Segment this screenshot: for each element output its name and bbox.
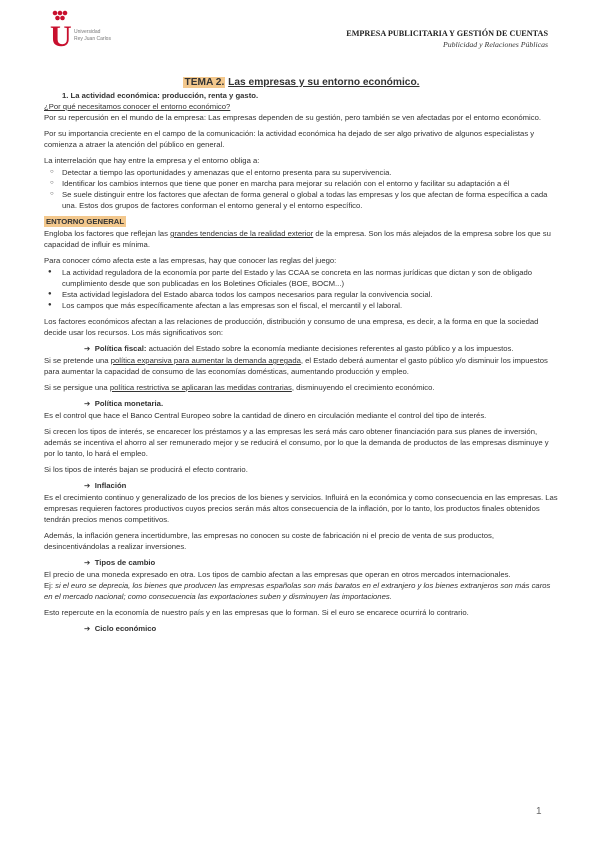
paragraph: Si se pretende una política expansiva para aumentar la demanda agregada, el Estado deberá aumentar el gasto público y/o disminuir los impuestos para aumentar la capacidad de consumo de las economías domésticas, aumentando producción y empleo.	[44, 356, 548, 376]
arrow-right-icon: ➔	[84, 399, 91, 408]
underlined-text: grandes tendencias de la realidad exterior	[170, 229, 314, 238]
arrow-right-icon: ➔	[84, 344, 91, 353]
list-item: ● Los campos que más específicamente afectan a las empresas son el fiscal, el mercantil y el laboral.	[44, 300, 559, 311]
logo-u-glyph: U	[50, 20, 72, 53]
course-title: EMPRESA PUBLICITARIA Y GESTIÓN DE CUENTAS	[346, 29, 548, 38]
document-body	[44, 76, 559, 635]
list-item: ● Esta actividad legisladora del Estado abarca todos los campos necesarios para regular la convivencia social.	[44, 289, 559, 300]
bullet-list	[44, 267, 559, 311]
paragraph: Ej: si el euro se deprecia, los bienes que producen las empresas españolas son más baratos en el extranjero y los bienes extranjeros son más caros en el mercado nacional; como consecuencia las exportaciones suben y disminuyen las importaciones.	[44, 581, 551, 601]
tema-title: Las empresas y su entorno económico.	[228, 77, 420, 88]
list-item: ○ Identificar los cambios internos que tiene que poner en marcha para mejorar su relación con el entorno y facilitar su adaptación a él	[44, 178, 559, 189]
paragraph: Si se persigue una política restrictiva se aplicaran las medidas contrarias, disminuyendo el crecimiento económico.	[44, 383, 435, 392]
arrow-right-icon: ➔	[84, 558, 91, 567]
paragraph: Para conocer cómo afecta este a las empresas, hay que conocer las reglas del juego:	[44, 256, 337, 265]
arrow-item-ciclo: ➔ Ciclo económico	[84, 624, 157, 633]
paragraph: Además, la inflación genera incertidumbre, las empresas no conocen su coste de fabricación ni el precio de venta de sus productos, desincentivándolas a realizar inversiones.	[44, 531, 494, 551]
arrow-item-fiscal: ➔ Política fiscal: actuación del Estado sobre la economía mediante decisiones referentes al gasto público y a los impuestos.	[84, 344, 514, 353]
paragraph: Por su importancia creciente en el campo de la comunicación: la actividad económica ha dejado de ser algo privativo de algunos especialistas y comienza a atraer la atención del público en general.	[44, 129, 535, 149]
paragraph: Si los tipos de interés bajan se producirá el efecto contrario.	[44, 465, 248, 474]
underlined-text: política expansiva para aumentar la demanda agregada	[110, 356, 301, 365]
arrow-item-tipos-cambio: ➔ Tipos de cambio	[84, 558, 156, 567]
course-subtitle: Publicidad y Relaciones Públicas	[442, 40, 548, 49]
page-number: 1	[536, 806, 542, 817]
arrow-item-monetaria: ➔ Política monetaria.	[84, 399, 164, 408]
arrow-right-icon: ➔	[84, 624, 91, 633]
paragraph: Esto repercute en la economía de nuestro país y en las empresas que lo forman. Si el euro se encarece ocurrirá lo contrario.	[44, 608, 469, 617]
arrow-right-icon: ➔	[84, 481, 91, 490]
italic-example: si el euro se deprecia, los bienes que producen las empresas españolas son más baratos en el extranjero y los bienes extranjeros son más caros en el mercado nacional; como consecuencia las exportaciones suben y disminuyen las importaciones.	[44, 581, 551, 601]
section-heading: ENTORNO GENERAL	[46, 217, 125, 226]
page-header	[346, 29, 548, 49]
list-item: ○ Se suele distinguir entre los factores que afectan de forma general o global a todas las empresas y los que afectan de forma específica a cada una. Estos dos grupos de factores conforman el entorno general y el entorno específico.	[44, 189, 559, 211]
paragraph: La interrelación que hay entre la empresa y el entorno obliga a:	[44, 156, 260, 165]
list-item: ○ Detectar a tiempo las oportunidades y amenazas que el entorno presenta para su supervivencia.	[44, 167, 559, 178]
paragraph: Si crecen los tipos de interés, se encarecer los préstamos y a las empresas les será más caro obtener financiación para sus planes de inversión, además se incentiva el ahorro al ser remunerado mejor y se reducirá el consumo, por lo que la demanda de productos de las empresas disminuye y por lo tanto, lo hará el empleo.	[44, 427, 549, 458]
arrow-item-inflacion: ➔ Inflación	[84, 481, 127, 490]
underlined-text: política restrictiva se aplicaran las medidas contrarias	[109, 383, 292, 392]
subheading: 1. La actividad económica: producción, renta y gasto.	[62, 91, 259, 100]
paragraph: Por su repercusión en el mundo de la empresa: Las empresas dependen de su gestión, pero también se ven afectadas por el entorno económico.	[44, 113, 542, 122]
question-heading: ¿Por qué necesitamos conocer el entorno económico?	[44, 102, 231, 111]
paragraph: Es el control que hace el Banco Central Europeo sobre la cantidad de dinero en circulación mediante el control del tipo de interés.	[44, 411, 487, 420]
paragraph: Engloba los factores que reflejan las grandes tendencias de la realidad exterior de la empresa. Son los más alejados de la empresa sobre los que su capacidad de influir es mínima.	[44, 229, 551, 249]
paragraph: Los factores económicos afectan a las relaciones de producción, distribución y consumo de una empresa, es decir, a la forma en que la sociedad decide usar los recursos. Los más significativos son:	[44, 317, 539, 337]
paragraph: Es el crecimiento continuo y generalizado de los precios de los bienes y servicios. Influirá en la económica y como consecuencia en las empresas. Las empresas requieren factores productivos cuyos precios serán más altos consecuencia de la inflación, por lo tanto, los productos finales obtenidos tendrán precios menos competitivos.	[44, 493, 558, 524]
tema-label: TEMA 2.	[184, 77, 225, 88]
paragraph: El precio de una moneda expresado en otra. Los tipos de cambio afectan a las empresas que operan en otros mercados internacionales.	[44, 570, 511, 579]
university-logo	[50, 10, 120, 53]
logo-text: Universidad Rey Juan Carlos	[74, 29, 111, 42]
circle-list	[44, 167, 559, 211]
list-item: ● La actividad reguladora de la economía por parte del Estado y las CCAA se concreta en las normas jurídicas que dictan y son de obligado cumplimiento desde que son publicadas en los Boletines Oficiales (BOE, BOCM...)	[44, 267, 559, 289]
page-title	[44, 76, 559, 89]
